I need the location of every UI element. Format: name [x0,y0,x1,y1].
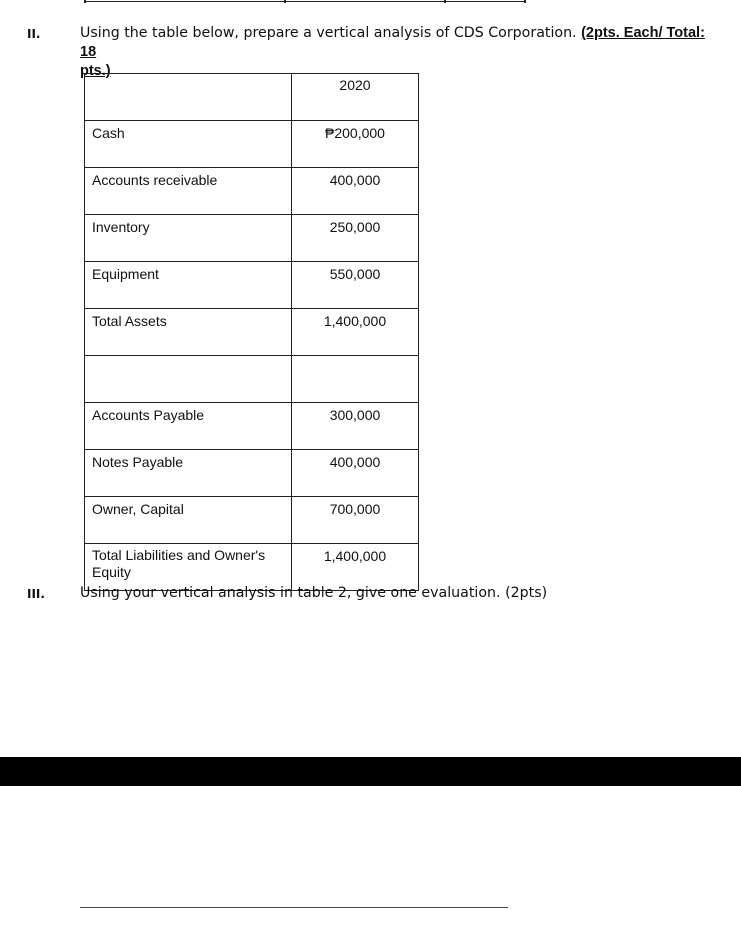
row-label: Cash [85,121,292,168]
row-value: 700,000 [292,497,419,544]
points-note-continued: pts.) [80,63,111,79]
row-value: 250,000 [292,215,419,262]
header-label-cell [85,74,292,121]
points-note: (2pts. Each/ Total: 18 [80,25,705,60]
previous-table-bottom-border [84,0,526,3]
section-instruction: Using your vertical analysis in table 2, give one evaluation. (2pts) [80,585,548,601]
row-value: 400,000 [292,168,419,215]
vertical-analysis-table [84,73,419,591]
row-label [85,356,292,403]
answer-line[interactable] [80,907,508,908]
section-number: III. [27,587,45,601]
row-value: 1,400,000 [292,544,419,591]
table-row [85,262,419,309]
row-label: Notes Payable [85,450,292,497]
table-row [85,497,419,544]
table-row [85,309,419,356]
row-label: Inventory [85,215,292,262]
row-label: Owner, Capital [85,497,292,544]
redaction-bar [0,757,741,786]
row-value [292,356,419,403]
row-label: Total Assets [85,309,292,356]
row-label-line1: Total Liabilities and Owner's [92,547,266,563]
table-row [85,215,419,262]
table-row [85,168,419,215]
table-row [85,450,419,497]
instruction-text: Using the table below, prepare a vertical analysis of CDS Corporation. [80,25,582,41]
year-header: 2020 [292,74,419,121]
row-label-line2: Equity [92,564,131,580]
row-label: Accounts Payable [85,403,292,450]
row-value: 300,000 [292,403,419,450]
section-number: II. [27,27,41,41]
row-value: 400,000 [292,450,419,497]
row-label: Accounts receivable [85,168,292,215]
table-row [85,121,419,168]
table-header-row [85,74,419,121]
row-label: Equipment [85,262,292,309]
row-value: 1,400,000 [292,309,419,356]
table-row [85,403,419,450]
row-value: ₱200,000 [292,121,419,168]
row-value: 550,000 [292,262,419,309]
table-row-empty [85,356,419,403]
